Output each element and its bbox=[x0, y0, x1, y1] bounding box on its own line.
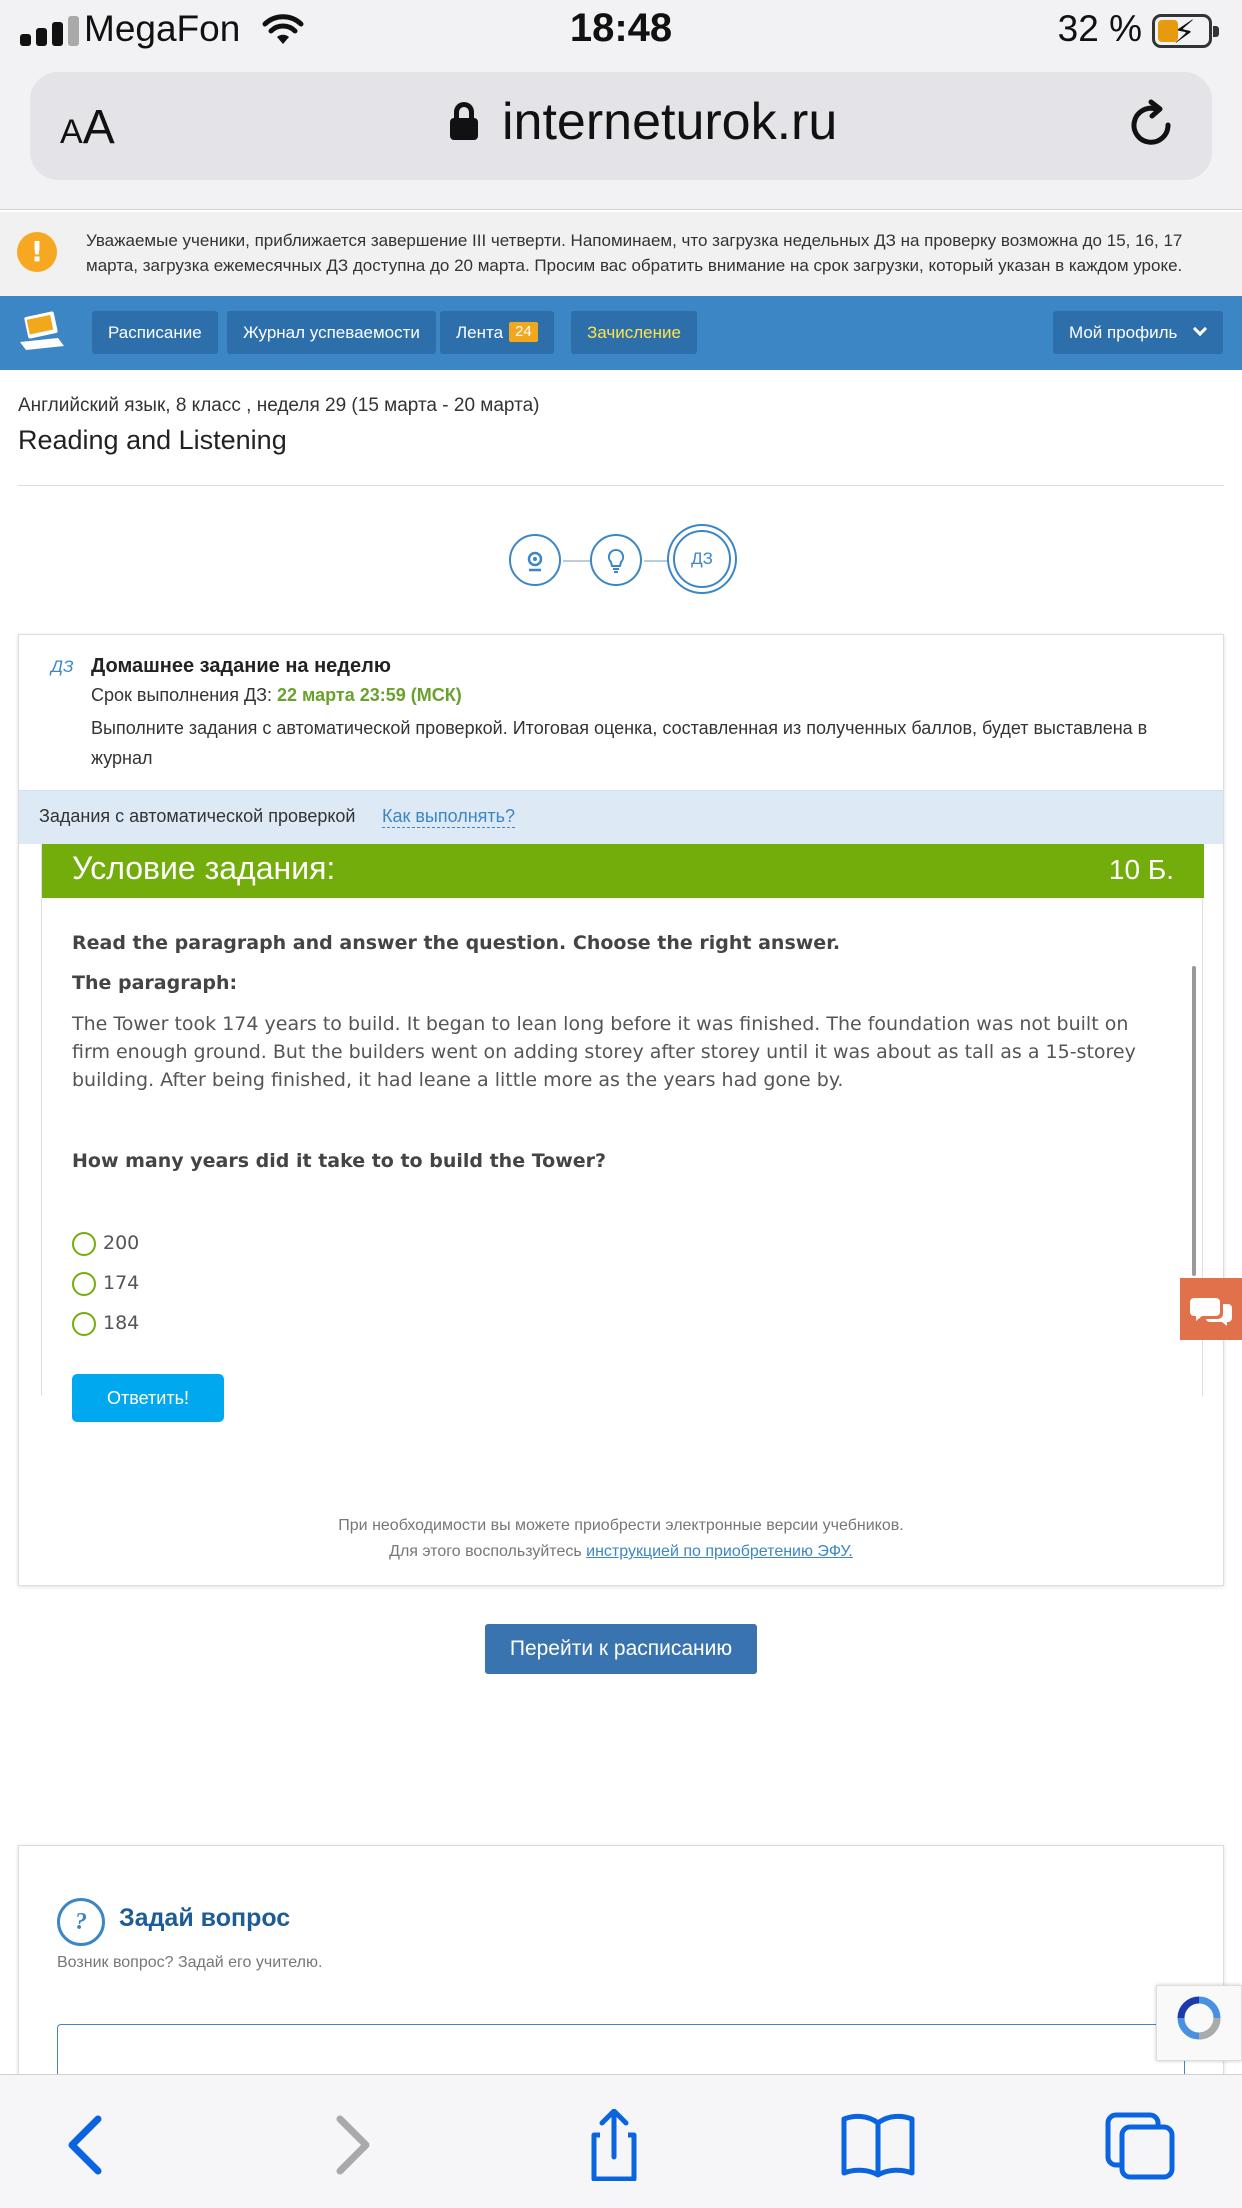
forward-arrow-icon[interactable] bbox=[312, 2109, 392, 2181]
chevron-down-icon bbox=[1193, 322, 1207, 336]
warning-icon: ! bbox=[17, 232, 57, 272]
share-icon[interactable] bbox=[574, 2109, 654, 2181]
scrollbar[interactable] bbox=[1192, 966, 1196, 1276]
laptop-logo-icon[interactable] bbox=[18, 310, 66, 354]
task-points: 10 Б. bbox=[1108, 854, 1174, 885]
battery-percent: 32 % bbox=[1057, 8, 1142, 49]
ask-question-card bbox=[18, 1845, 1224, 2105]
paragraph-label: The paragraph: bbox=[72, 972, 238, 994]
homework-due bbox=[91, 685, 462, 706]
ebook-note-line2 bbox=[19, 1539, 1223, 1565]
status-bar bbox=[0, 0, 1242, 62]
ask-question-title: Задай вопрос bbox=[119, 1904, 291, 1932]
divider bbox=[18, 485, 1224, 486]
nav-schedule[interactable] bbox=[92, 311, 218, 354]
main-nav bbox=[0, 296, 1242, 370]
homework-tag: ДЗ bbox=[51, 657, 74, 676]
notice-banner bbox=[0, 212, 1242, 296]
chat-bubbles-icon bbox=[1180, 1278, 1242, 1340]
step-homework[interactable] bbox=[673, 530, 731, 588]
reload-icon[interactable] bbox=[1124, 98, 1178, 152]
submit-answer-button[interactable]: Ответить! bbox=[72, 1374, 224, 1422]
webcam-icon bbox=[524, 550, 546, 572]
ebook-note-prefix: Для этого воспользуйтесь bbox=[389, 1543, 587, 1560]
lesson-steps bbox=[0, 530, 1242, 594]
ebook-instructions-link[interactable]: инструкцией по приобретению ЭФУ. bbox=[586, 1543, 853, 1560]
step-connector bbox=[563, 560, 591, 562]
option-label: 174 bbox=[103, 1272, 140, 1294]
nav-enrollment-label: Зачисление bbox=[587, 323, 681, 342]
step-notes[interactable] bbox=[590, 534, 642, 586]
task-question: How many years did it take to to build the Tower? bbox=[72, 1150, 607, 1172]
lightbulb-icon bbox=[606, 548, 626, 574]
step-connector bbox=[644, 560, 674, 562]
task-instruction: Read the paragraph and answer the question. Choose the right answer. bbox=[72, 932, 841, 954]
feed-count-badge: 24 bbox=[509, 322, 538, 342]
homework-card bbox=[18, 634, 1224, 1586]
auto-check-bar bbox=[19, 790, 1223, 844]
back-arrow-icon[interactable] bbox=[46, 2109, 126, 2181]
radio-button[interactable] bbox=[72, 1272, 96, 1296]
nav-feed-label: Лента bbox=[456, 323, 504, 342]
homework-description: Выполните задания с автоматической проверкой. Итоговая оценка, составленная из полученных баллов, будет выставлена в журнал bbox=[91, 718, 1148, 768]
auto-check-label: Задания с автоматической проверкой bbox=[39, 806, 356, 826]
task-header-title: Условие задания: bbox=[72, 850, 336, 886]
text-size-button[interactable]: AA bbox=[60, 101, 115, 154]
go-to-schedule-button[interactable]: Перейти к расписанию bbox=[485, 1624, 757, 1674]
carrier-name: MegaFon bbox=[84, 8, 241, 49]
ebook-note bbox=[19, 1513, 1223, 1565]
ask-question-subtitle: Возник вопрос? Задай его учителю. bbox=[57, 1954, 323, 1971]
profile-menu[interactable] bbox=[1053, 311, 1223, 354]
nav-schedule-label: Расписание bbox=[108, 323, 202, 342]
task-header bbox=[42, 844, 1204, 898]
address-bar[interactable] bbox=[30, 72, 1212, 180]
browser-toolbar bbox=[0, 2074, 1242, 2208]
homework-title: Домашнее задание на неделю bbox=[91, 655, 391, 677]
page-title: Reading and Listening bbox=[18, 425, 287, 455]
ebook-note-line1: При необходимости вы можете приобрести электронные версии учебников. bbox=[338, 1517, 904, 1534]
browser-chrome bbox=[0, 62, 1242, 210]
url-host[interactable]: interneturok.ru bbox=[502, 93, 838, 151]
question-icon: ? bbox=[57, 1898, 105, 1946]
notice-text: Уважаемые ученики, приближается завершение III четверти. Напоминаем, что загрузка недельных ДЗ на проверку возможна до 15, 16, 17 марта, загрузка ежемесячных ДЗ доступна до 20 марта. Просим вас обратить внимание на срок загрузки, который указан в каждом уроке. bbox=[86, 231, 1183, 275]
option-label: 184 bbox=[103, 1312, 140, 1334]
step-video[interactable] bbox=[509, 534, 561, 586]
task-frame bbox=[41, 844, 1203, 1408]
lock-icon bbox=[450, 102, 478, 142]
due-label: Срок выполнения ДЗ: bbox=[91, 685, 278, 705]
tabs-icon[interactable] bbox=[1100, 2109, 1180, 2181]
radio-button[interactable] bbox=[72, 1312, 96, 1336]
nav-journal[interactable] bbox=[227, 311, 436, 354]
clock: 18:48 bbox=[569, 6, 673, 50]
breadcrumb: Английский язык, 8 класс , неделя 29 (15 марта - 20 марта) bbox=[18, 395, 540, 416]
nav-enrollment[interactable] bbox=[571, 311, 697, 354]
chat-button[interactable] bbox=[1180, 1278, 1242, 1340]
nav-feed[interactable] bbox=[440, 311, 554, 354]
task-paragraph: The Tower took 174 years to build. It began to lean long before it was finished. The foundation was not built on firm enough ground. But the builders went on adding storey after storey until it was about as tall as a 15-storey building. After being finished, it had leane a little more as the years had gone by. bbox=[72, 1013, 1136, 1091]
recaptcha-icon bbox=[1157, 1986, 1241, 2060]
profile-label: Мой профиль bbox=[1069, 323, 1178, 342]
nav-journal-label: Журнал успеваемости bbox=[243, 323, 420, 342]
recaptcha-badge[interactable] bbox=[1156, 1985, 1242, 2061]
how-to-link[interactable]: Как выполнять? bbox=[382, 806, 516, 826]
bookmarks-icon[interactable] bbox=[838, 2109, 918, 2181]
radio-button[interactable] bbox=[72, 1232, 96, 1256]
step-homework-label: ДЗ bbox=[691, 549, 713, 568]
due-date: 22 марта 23:59 (МСК) bbox=[277, 685, 462, 705]
option-label: 200 bbox=[103, 1232, 140, 1254]
battery-icon: ⚡ bbox=[1152, 14, 1212, 48]
